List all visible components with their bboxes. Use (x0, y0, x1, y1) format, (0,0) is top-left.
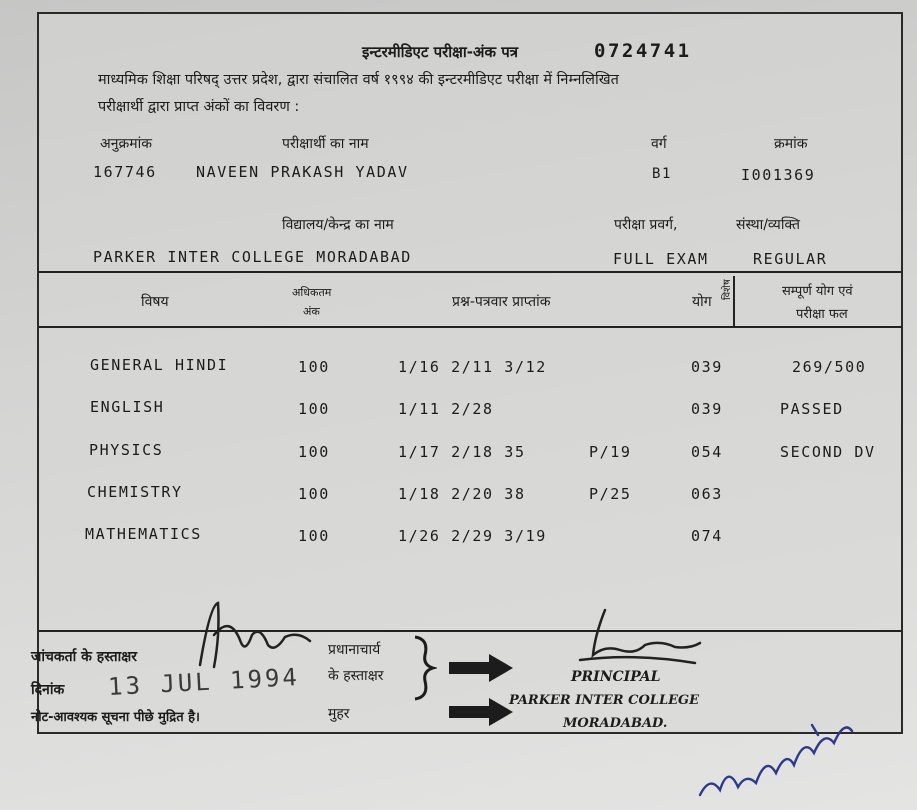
row-subject: ENGLISH (90, 398, 165, 416)
exam-type-value: FULL EXAM (613, 250, 709, 268)
row-max-marks: 100 (298, 358, 330, 376)
serial-label: क्रमांक (774, 136, 808, 152)
serial-number: 0724741 (594, 40, 692, 62)
exam-type-label: परीक्षा प्रवर्ग, (614, 217, 678, 233)
row-subject: GENERAL HINDI (90, 356, 229, 374)
row-result: SECOND DV (780, 443, 876, 461)
row-total: 063 (691, 485, 723, 503)
date-label: दिनांक (31, 682, 65, 698)
row-total: 074 (691, 527, 723, 545)
checker-signature (190, 595, 330, 675)
row-result: 269/500 (792, 358, 867, 376)
header-result-2: परीक्षा फल (796, 307, 848, 322)
header-max-marks-2: अंक (303, 305, 320, 318)
checker-sign-label: जांचकर्ता के हस्ताक्षर (31, 649, 138, 665)
header-total: योग (692, 294, 712, 310)
class-value: B1 (652, 166, 673, 182)
footer-rule (39, 630, 901, 632)
seal-label: मुहर (328, 706, 350, 722)
date-stamp: 13 JUL 1994 (107, 662, 301, 702)
row-subject: PHYSICS (89, 441, 164, 459)
principal-sign-label-2: के हस्ताक्षर (328, 668, 384, 684)
row-total: 039 (691, 358, 723, 376)
handwritten-note (690, 695, 870, 805)
header-result-1: सम्पूर्ण योग एवं (782, 284, 853, 299)
row-practical: P/25 (589, 485, 632, 503)
roll-label: अनुक्रमांक (100, 136, 152, 152)
row-paper-marks: 1/11 2/28 (398, 400, 494, 418)
serial-value: I001369 (741, 166, 816, 184)
row-paper-marks: 1/18 2/20 38 (398, 485, 526, 503)
arrow-right-icon (449, 696, 515, 728)
table-header-divider (733, 276, 735, 326)
header-remark: विशेष (722, 279, 733, 300)
institution-label: संस्था/व्यक्ति (736, 217, 800, 233)
marksheet-title: इन्टरमीडिएट परीक्षा-अंक पत्र (362, 43, 519, 61)
row-max-marks: 100 (298, 443, 330, 461)
row-max-marks: 100 (298, 527, 330, 545)
stamp-city: MORADABAD. (563, 716, 668, 731)
brace-icon (411, 635, 437, 701)
school-name: PARKER INTER COLLEGE MORADABAD (93, 248, 412, 266)
institution-value: REGULAR (753, 250, 828, 268)
name-label: परीक्षार्थी का नाम (282, 136, 369, 152)
row-subject: MATHEMATICS (85, 525, 202, 543)
table-top-rule (39, 271, 901, 273)
row-paper-marks: 1/16 2/11 3/12 (398, 358, 547, 376)
intro-line-1: माध्यमिक शिक्षा परिषद् उत्तर प्रदेश, द्वारा संचालित वर्ष १९९४ की इन्टरमीडिएट परीक्षा में निम्नलिखित (98, 72, 619, 88)
header-paper-marks: प्रश्न-पत्रवार प्राप्तांक (452, 294, 551, 310)
header-max-marks-1: अधिकतम (292, 286, 332, 299)
footer-note: नोट-आवश्यक सूचना पीछे मुद्रित है। (31, 710, 200, 725)
stamp-college: PARKER INTER COLLEGE (509, 693, 700, 708)
arrow-right-icon (449, 652, 515, 684)
candidate-name: NAVEEN PRAKASH YADAV (196, 163, 409, 181)
principal-sign-label-1: प्रधानाचार्य (328, 642, 381, 658)
row-total: 039 (691, 400, 723, 418)
row-total: 054 (691, 443, 723, 461)
principal-signature (565, 605, 705, 670)
class-label: वर्ग (651, 136, 667, 152)
intro-line-2: परीक्षार्थी द्वारा प्राप्त अंकों का विवरण : (98, 99, 300, 115)
header-subject: विषय (141, 294, 169, 310)
school-label: विद्यालय/केन्द्र का नाम (282, 217, 394, 233)
row-max-marks: 100 (298, 400, 330, 418)
table-header-rule (39, 326, 901, 328)
row-paper-marks: 1/26 2/29 3/19 (398, 527, 547, 545)
row-result: PASSED (780, 400, 844, 418)
row-practical: P/19 (589, 443, 632, 461)
roll-value: 167746 (93, 163, 157, 181)
row-subject: CHEMISTRY (87, 483, 183, 501)
stamp-principal: PRINCIPAL (571, 669, 661, 685)
row-paper-marks: 1/17 2/18 35 (398, 443, 526, 461)
row-max-marks: 100 (298, 485, 330, 503)
